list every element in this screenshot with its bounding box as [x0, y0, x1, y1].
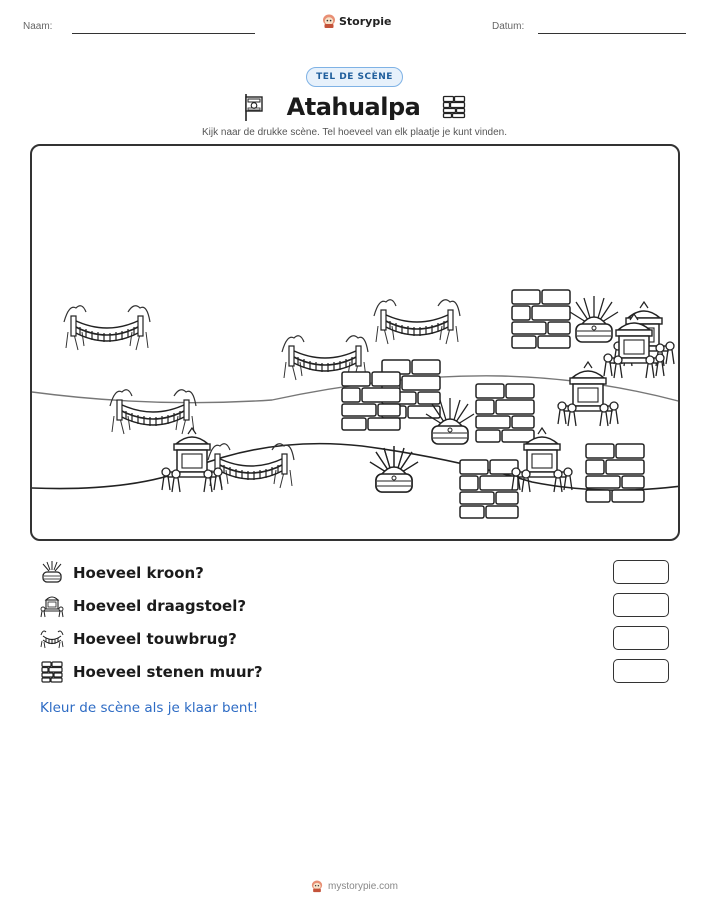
instructions: Kijk naar de drukke scène. Tel hoeveel van elk plaatje je kunt vinden.: [201, 127, 507, 138]
site-url[interactable]: mystorypie.com: [327, 881, 398, 892]
crown-icon: [40, 561, 64, 585]
question-text: Hoeveel stenen muur?: [73, 663, 263, 681]
flag-icon: [243, 92, 265, 122]
bridge-3: [374, 300, 460, 344]
palanquin-icon: [40, 594, 64, 618]
stone-wall-icon: [40, 660, 64, 684]
wall-5: [460, 460, 518, 518]
scene-drawing: [32, 146, 680, 541]
wall-3: [342, 372, 400, 430]
question-text: Hoeveel touwbrug?: [73, 630, 237, 648]
brand: [322, 14, 391, 29]
activity-badge: TEL DE SCÈNE: [306, 67, 403, 87]
stone-wall-icon: [442, 95, 466, 119]
crown-2: [426, 398, 474, 444]
wall-6: [586, 444, 644, 502]
crown-1: [570, 296, 618, 342]
answer-box-rope-bridge[interactable]: [613, 626, 669, 650]
wall-4: [476, 384, 534, 442]
question-text: Hoeveel draagstoel?: [73, 597, 247, 615]
bridge-4: [110, 390, 196, 434]
question-row-stone-wall: [40, 659, 680, 685]
question-row-rope-bridge: [40, 626, 680, 652]
brand-name: Storypie: [339, 15, 392, 28]
question-row-crown: [40, 560, 680, 586]
wall-1: [512, 290, 570, 348]
counting-scene[interactable]: [30, 144, 680, 541]
answer-box-palanquin[interactable]: [613, 593, 669, 617]
site-footer: [0, 880, 709, 893]
page-title: Atahualpa: [286, 93, 421, 121]
name-line[interactable]: [72, 33, 255, 34]
question-row-palanquin: [40, 593, 680, 619]
crown-4: [370, 446, 418, 492]
coloring-note: Kleur de scène als je klaar bent!: [40, 700, 259, 716]
rope-bridge-icon: [40, 627, 64, 651]
storypie-logo-icon: [322, 14, 336, 29]
storypie-logo-icon: [311, 880, 323, 893]
answer-box-stone-wall[interactable]: [613, 659, 669, 683]
answer-box-crown[interactable]: [613, 560, 669, 584]
date-line[interactable]: [538, 33, 686, 34]
palanquin-2: [558, 362, 618, 426]
name-label: Naam:: [23, 21, 53, 32]
title-row: [0, 92, 709, 122]
question-text: Hoeveel kroon?: [73, 564, 204, 582]
bridge-1: [64, 306, 150, 350]
date-label: Datum:: [492, 21, 525, 32]
